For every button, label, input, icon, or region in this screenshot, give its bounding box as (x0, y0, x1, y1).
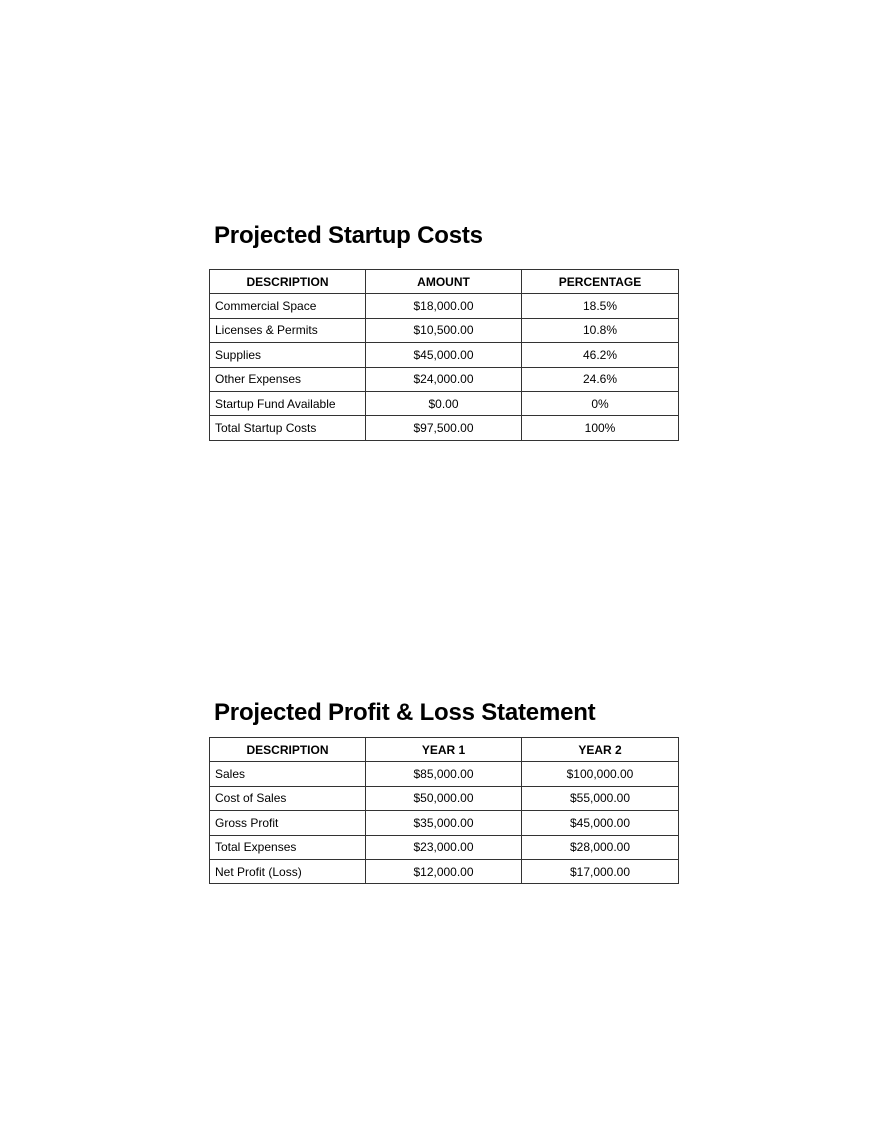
startup-costs-table (209, 269, 679, 441)
table-row (210, 786, 679, 810)
row-percentage: 0% (522, 391, 679, 415)
column-header-year-1: YEAR 1 (366, 738, 522, 762)
row-year-2: $55,000.00 (522, 786, 679, 810)
column-header-description: DESCRIPTION (210, 738, 366, 762)
row-amount: $0.00 (366, 391, 522, 415)
table-header-row (210, 270, 679, 294)
row-year-2: $28,000.00 (522, 835, 679, 859)
table-header-row (210, 738, 679, 762)
row-year-2: $17,000.00 (522, 859, 679, 883)
profit-loss-title: Projected Profit & Loss Statement (214, 699, 596, 726)
row-amount: $10,500.00 (366, 318, 522, 342)
row-amount: $45,000.00 (366, 343, 522, 367)
row-description: Licenses & Permits (210, 318, 366, 342)
column-header-year-2: YEAR 2 (522, 738, 679, 762)
row-percentage: 46.2% (522, 343, 679, 367)
column-header-percentage: PERCENTAGE (522, 270, 679, 294)
row-year-2: $45,000.00 (522, 811, 679, 835)
row-percentage: 24.6% (522, 367, 679, 391)
row-year-1: $12,000.00 (366, 859, 522, 883)
row-description: Gross Profit (210, 811, 366, 835)
table-row (210, 367, 679, 391)
row-year-2: $100,000.00 (522, 762, 679, 786)
row-amount: $24,000.00 (366, 367, 522, 391)
table-row (210, 762, 679, 786)
row-year-1: $35,000.00 (366, 811, 522, 835)
row-amount: $18,000.00 (366, 294, 522, 318)
table-row (210, 835, 679, 859)
row-percentage: 10.8% (522, 318, 679, 342)
row-description: Supplies (210, 343, 366, 367)
row-percentage: 100% (522, 416, 679, 440)
row-description: Cost of Sales (210, 786, 366, 810)
row-description: Other Expenses (210, 367, 366, 391)
row-description: Sales (210, 762, 366, 786)
row-description: Total Expenses (210, 835, 366, 859)
row-description: Commercial Space (210, 294, 366, 318)
table-row (210, 318, 679, 342)
table-row (210, 391, 679, 415)
row-description: Total Startup Costs (210, 416, 366, 440)
row-percentage: 18.5% (522, 294, 679, 318)
row-description: Net Profit (Loss) (210, 859, 366, 883)
profit-loss-table (209, 737, 679, 884)
table-row (210, 859, 679, 883)
row-year-1: $85,000.00 (366, 762, 522, 786)
table-row (210, 294, 679, 318)
row-year-1: $23,000.00 (366, 835, 522, 859)
row-description: Startup Fund Available (210, 391, 366, 415)
table-row (210, 343, 679, 367)
row-year-1: $50,000.00 (366, 786, 522, 810)
startup-costs-title: Projected Startup Costs (214, 222, 483, 249)
startup-costs-section (209, 220, 678, 441)
column-header-description: DESCRIPTION (210, 270, 366, 294)
column-header-amount: AMOUNT (366, 270, 522, 294)
table-row-total (210, 416, 679, 440)
profit-loss-section (209, 697, 678, 884)
row-amount: $97,500.00 (366, 416, 522, 440)
table-row (210, 811, 679, 835)
